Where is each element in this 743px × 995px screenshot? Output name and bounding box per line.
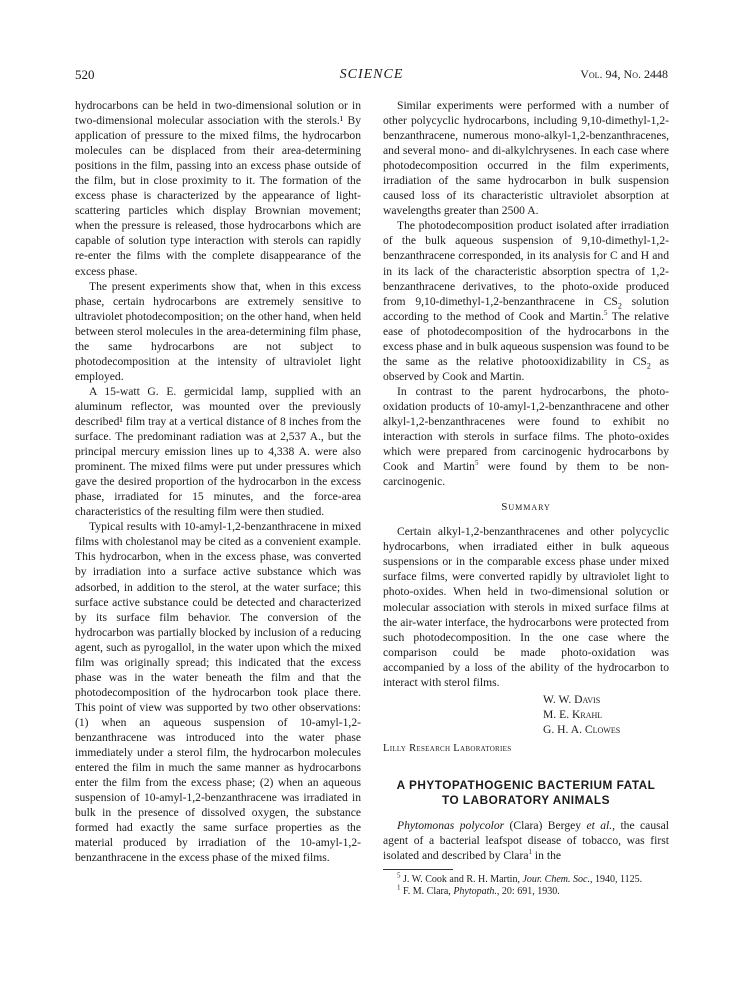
text-run: were found by them to be non-carcinogenic. bbox=[383, 460, 669, 489]
author-name: G. H. A. Clowes bbox=[543, 722, 621, 736]
italic-text: Phytopath. bbox=[453, 886, 497, 898]
article-title bbox=[383, 778, 669, 808]
volume-issue: Vol. 94, No. 2448 bbox=[580, 67, 668, 81]
footnote-ref: 1 bbox=[528, 848, 533, 857]
paragraph bbox=[383, 818, 669, 863]
summary-heading: Summary bbox=[501, 501, 551, 514]
journal-title: SCIENCE bbox=[339, 67, 404, 82]
subscript: 2 bbox=[646, 361, 651, 371]
paragraph bbox=[383, 384, 669, 489]
paragraph: Typical results with 10-amyl-1,2-benzanthracene in mixed films with cholestanol may be cited as a convenient example. This hydrocarbon, when in the excess phase, was converted by irradiation into a surface active substance which was adsorbed, in addition to the sterol, at the water surface; this surface active substance could be detected and characterized by its surface film behavior. The conversion of the hydrocarbon was partially blocked by inclusion of a reducing agent, such as pyrogallol, in the water upon which the mixed film was originally spread; this indicated that the excess phase was in the water beneath the film and that the photodecomposition of the hydrocarbon took place there. This point of view was supported by two other observations: (1) when an aqueous suspension of 10-amyl-1,2-benzanthracene was introduced into the water phase immediately under a sterol film, the hydrocarbon molecules entered the film in much the same manner as hydrocarbons enter the film from the excess phase; (2) when an aqueous suspension of 10-amyl-1,2-benzanthracene was irradiated in bulk in the presence of dissolved oxygen, the substance formed had exactly the same surface properties as the material produced by irradiation of the 10-amyl-1,2-benzanthracene in the excess phase of the mixed films. bbox=[75, 520, 361, 865]
footnote-ref: 5 bbox=[603, 308, 608, 317]
author-name: W. W. Davis bbox=[543, 692, 601, 706]
text-run: F. M. Clara, bbox=[400, 886, 454, 898]
text-run: as observed by Cook and Martin. bbox=[383, 354, 669, 383]
footnote-number: 1 bbox=[397, 884, 401, 893]
text-run: The relative ease of photodecomposition of the hydrocarbons in the excess phase and in bulk aqueous suspension was found to be the same as the relative photooxidizability in CS bbox=[383, 309, 669, 368]
text-run: (Clara) Bergey bbox=[504, 818, 587, 832]
article-title-line: A PHYTOPATHOGENIC BACTERIUM FATAL bbox=[396, 777, 656, 792]
text-run: , 1940, 1125. bbox=[589, 873, 643, 885]
summary-paragraph: Certain alkyl-1,2-benzanthracenes and other polycyclic hydrocarbons, when irradiated either in bulk aqueous suspensions or in the comparable excess phase under mixed surface films, were converted rapidly by ultraviolet light to photo-oxides. When held in two-dimensional solution or molecular association with sterols in mixed surface films at the air-water interface, the hydrocarbons were protected from such photodecomposition. In the one case where the comparison could be made photo-oxidation was accompanied by a loss of the ability of the hydrocarbon to interact with sterol films. bbox=[383, 525, 669, 689]
text-run: , the causal agent of a bacterial leafspot disease of tobacco, was first isolated and described by Clara bbox=[383, 818, 669, 862]
footnote-divider bbox=[383, 869, 453, 870]
text-run: , 20: 691, 1930. bbox=[496, 886, 560, 898]
running-header bbox=[75, 67, 668, 85]
left-column bbox=[75, 98, 361, 865]
page-number: 520 bbox=[75, 67, 95, 82]
subscript: 2 bbox=[617, 300, 622, 310]
italic-text: Phytomonas polycolor bbox=[397, 818, 505, 832]
article-title-line: TO LABORATORY ANIMALS bbox=[441, 792, 610, 807]
text-run: The photodecomposition product isolated after irradiation of the bulk aqueous suspension of 9,10-dimethyl-1,2-benzanthracene corresponded, in its analysis for C and H and in its lack of the characteristic absorption spectra of 1,2-benzanthracene derivatives, to the photo-oxide produced from 9,10-dimethyl-1,2-benzanthracene in CS bbox=[383, 219, 669, 308]
paragraph: The present experiments show that, when in this excess phase, certain hydrocarbons are extremely sensitive to ultraviolet photodecomposition; on the other hand, when held between sterol molecules in the area-determining film phase, the same hydrocarbons are not subject to photodecomposition at the intensity of ultraviolet light employed. bbox=[75, 279, 361, 383]
paragraph: hydrocarbons can be held in two-dimensional solution or in two-dimensional molecular association with the sterols.¹ By application of pressure to the mixed films, the hydrocarbon molecules can be displaced from their area-determining positions in the film, passing into an excess phase outside of the film, but in close proximity to it. The formation of the excess phase is characterized by the appearance of light-scattering particles which display Brownian movement; when the pressure is released, those hydrocarbons which are capable of solution type interaction with sterols can rapidly re-enter the films with the complete disappearance of the excess phase. bbox=[75, 99, 361, 278]
footnote bbox=[383, 886, 669, 899]
author-signatures bbox=[383, 692, 669, 737]
italic-text: et al. bbox=[586, 818, 613, 832]
paragraph: Similar experiments were performed with a number of other polycyclic hydrocarbons, including 9,10-dimethyl-1,2-benzanthracene, numerous mono-alkyl-1,2-benzanthracenes, and several mono- and di-alkylchrysenes. In each case where photodecomposition occurred in the film experiments, irradiation of the same hydrocarbon in bulk suspension caused loss of its characteristic ultraviolet absorption at wavelengths greater than 2500 A. bbox=[383, 99, 669, 218]
paragraph bbox=[383, 218, 669, 384]
text-run: in the bbox=[532, 848, 562, 862]
paragraph: A 15-watt G. E. germicidal lamp, supplied with an aluminum reflector, was mounted over the previously described¹ film tray at a vertical distance of 8 inches from the surface. The predominant radiation was at 2,537 A., but the principal mercury emission lines up to 4,338 A. were also prominent. The mixed films were put under pressures which gave the desired proportion of the hydrocarbon in the excess phase, irradiated for 15 minutes, and the force-area characteristics of the resulting film were then studied. bbox=[75, 384, 361, 519]
footnote-number: 5 bbox=[397, 871, 401, 880]
text-run: In contrast to the parent hydrocarbons, the photo-oxidation products of 10-amyl-1,2-benzanthracene and other alkyl-1,2-benzanthracenes were found to exhibit no interaction with sterols in surface films. The photo-oxides which were prepared from carcinogenic hydrocarbons by Cook and Martin bbox=[383, 384, 669, 474]
text-run: solution according to the method of Cook and Martin. bbox=[383, 294, 669, 323]
text-run: J. W. Cook and R. H. Martin, bbox=[400, 873, 523, 885]
footnote bbox=[383, 871, 669, 887]
author-name: M. E. Krahl bbox=[543, 707, 603, 721]
right-column bbox=[383, 98, 669, 899]
italic-text: Jour. Chem. Soc. bbox=[522, 873, 590, 885]
footnote-ref: 5 bbox=[474, 459, 479, 468]
affiliation: Lilly Research Laboratories bbox=[383, 742, 512, 754]
